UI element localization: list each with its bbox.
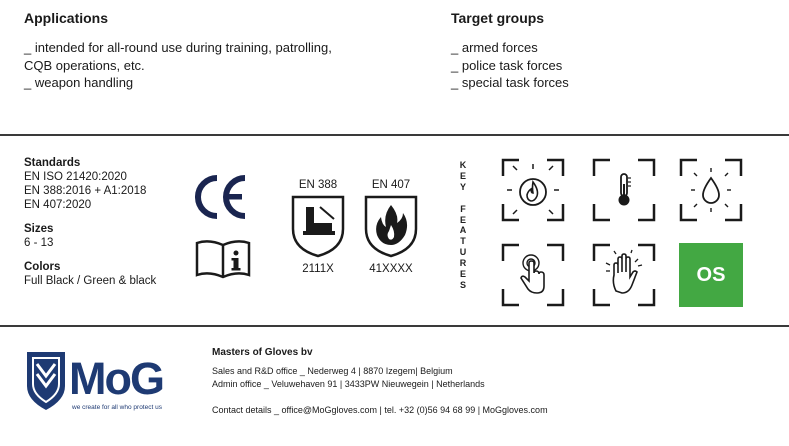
applications-line: CQB operations, etc.: [24, 57, 145, 73]
standards-title: Standards: [24, 157, 81, 169]
applications-list: [24, 39, 332, 92]
bottom-divider: [0, 325, 789, 327]
target-group-line: _ special task forces: [451, 75, 569, 90]
admin-office: Admin office _ Veluwehaven 91 | 3433PW Nieuwegein | Netherlands: [212, 379, 485, 389]
standard-line: EN 407:2020: [24, 199, 92, 211]
applications-line: _ weapon handling: [24, 75, 134, 90]
kf-letter: R: [459, 258, 467, 269]
colors-value: Full Black / Green & black: [24, 275, 157, 287]
logo-text: MoG: [69, 353, 163, 404]
instructions-manual-icon: [194, 237, 252, 279]
en407-code: 41XXXX: [369, 263, 413, 275]
kf-letter: E: [459, 269, 466, 280]
company-name: Masters of Gloves bv: [212, 347, 313, 358]
sizes-title: Sizes: [24, 223, 54, 235]
specs-block: [24, 156, 156, 288]
sizes-value: 6 - 13: [24, 237, 54, 249]
standard-line: EN 388:2016 + A1:2018: [24, 185, 147, 197]
top-divider: [0, 134, 789, 136]
kf-letter: S: [459, 279, 466, 290]
kf-letter: Y: [459, 181, 466, 192]
dexterity-icon: [592, 243, 656, 307]
kf-gap: [457, 193, 469, 204]
en388-code: 2111X: [302, 263, 334, 275]
kf-letter: F: [460, 203, 466, 214]
applications-line: _ intended for all-round use during training, patrolling,: [24, 40, 332, 55]
kf-letter: A: [459, 225, 467, 236]
en388-mechanical-risk-icon: [290, 193, 346, 259]
temperature-icon: [592, 158, 656, 222]
en407-heat-flame-icon: [363, 193, 419, 259]
logo-tagline: we create for all who protect us: [72, 404, 162, 411]
target-group-line: _ police task forces: [451, 57, 563, 73]
kf-letter: T: [460, 236, 466, 247]
colors-title: Colors: [24, 261, 61, 273]
ce-mark-icon: [195, 174, 251, 220]
target-groups-title: Target groups: [451, 10, 545, 26]
kf-letter: E: [459, 170, 466, 181]
en407-label: EN 407: [371, 179, 411, 191]
kf-letter: K: [459, 160, 467, 170]
en388-label: EN 388: [298, 179, 338, 191]
kf-letter: U: [459, 247, 467, 258]
target-groups-list: [451, 39, 569, 92]
key-features-label: [457, 160, 469, 291]
contact-details: Contact details _ office@MoGgloves.com | tel. +32 (0)56 94 68 99 | MoGgloves.com: [212, 405, 548, 415]
water-resistance-icon: [679, 158, 743, 222]
sales-office: Sales and R&D office _ Nederweg 4 | 8870 Izegem| Belgium: [212, 366, 453, 376]
standard-line: EN ISO 21420:2020: [24, 171, 127, 183]
os-badge: OS: [679, 243, 743, 307]
touchscreen-icon: [501, 243, 565, 307]
target-group-line: _ armed forces: [451, 40, 538, 55]
fire-resistance-icon: [501, 158, 565, 222]
applications-title: Applications: [24, 10, 109, 26]
kf-letter: E: [459, 214, 466, 225]
